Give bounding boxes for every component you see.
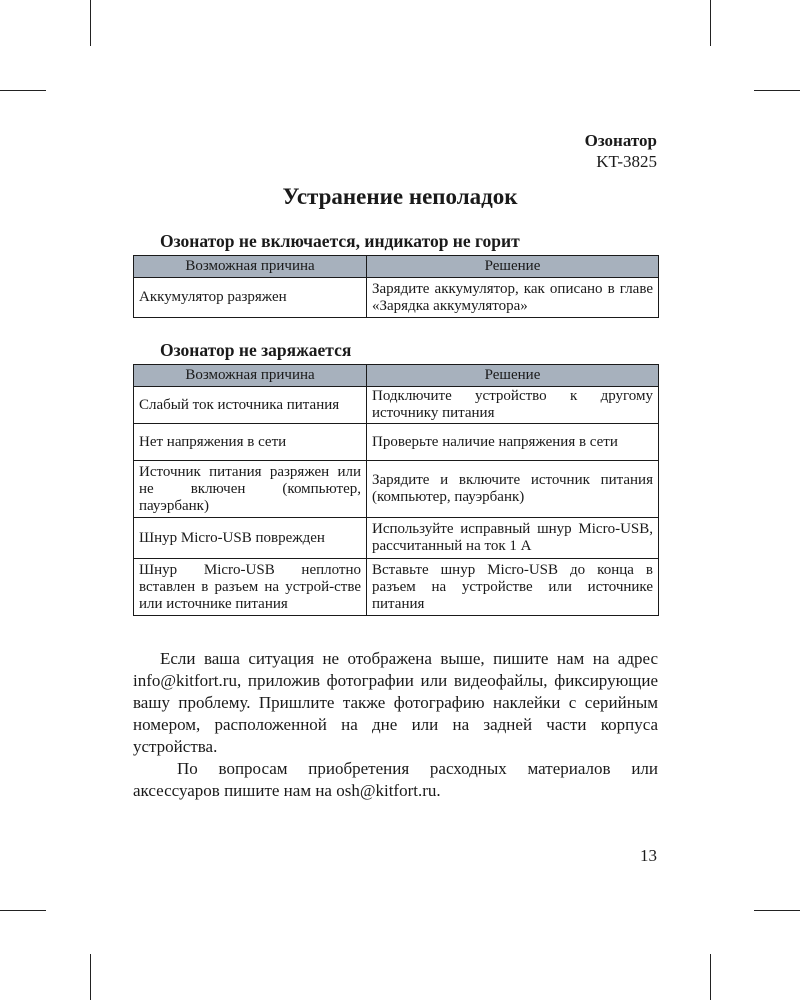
- model-number: KT-3825: [596, 152, 657, 171]
- table-row: [134, 461, 659, 518]
- crop-mark: [754, 910, 800, 911]
- crop-mark: [0, 910, 46, 911]
- solution-cell: Используйте исправный шнур Micro-USB, рассчитанный на ток 1 А: [367, 518, 659, 559]
- cause-cell: Шнур Micro-USB неплотно вставлен в разъем на устрой-стве или источнике питания: [134, 559, 367, 616]
- crop-mark: [710, 0, 711, 46]
- page-title: Устранение неполадок: [282, 184, 518, 209]
- table-header-row: [134, 256, 659, 278]
- cause-cell: Шнур Micro-USB поврежден: [134, 518, 367, 559]
- cause-cell: Нет напряжения в сети: [134, 424, 367, 461]
- product-name: Озонатор: [584, 131, 657, 150]
- crop-mark: [710, 954, 711, 1000]
- table-row: [134, 387, 659, 424]
- column-header-solution: Решение: [367, 256, 659, 278]
- troubleshooting-table-charging: [133, 364, 659, 616]
- table-row: [134, 278, 659, 318]
- solution-cell: Проверьте наличие напряжения в сети: [367, 424, 659, 461]
- crop-mark: [754, 90, 800, 91]
- crop-mark: [90, 954, 91, 1000]
- table-header-row: [134, 365, 659, 387]
- support-contact-paragraph: Если ваша ситуация не отображена выше, пишите нам на адрес info@kitfort.ru, приложив фотографии или видеофайлы, фиксирующие вашу проблему. Пришлите также фотографию наклейки с серийным номером, расположенной на дне или на задней части корпуса устройства.: [133, 649, 658, 756]
- table-row: [134, 424, 659, 461]
- column-header-cause: Возможная причина: [134, 256, 367, 278]
- section-title-not-charging: Озонатор не заряжается: [160, 340, 352, 360]
- solution-cell: Подключите устройство к другому источнику питания: [367, 387, 659, 424]
- column-header-cause: Возможная причина: [134, 365, 367, 387]
- section-title-not-turning-on: Озонатор не включается, индикатор не горит: [160, 231, 520, 251]
- solution-cell: Зарядите аккумулятор, как описано в главе «Зарядка аккумулятора»: [367, 278, 659, 318]
- cause-cell: Аккумулятор разряжен: [134, 278, 367, 318]
- crop-mark: [90, 0, 91, 46]
- troubleshooting-table-power: [133, 255, 659, 318]
- page-number: 13: [640, 846, 657, 865]
- table-row: [134, 559, 659, 616]
- solution-cell: Зарядите и включите источник питания (компьютер, пауэрбанк): [367, 461, 659, 518]
- page-header: [585, 130, 657, 172]
- solution-cell: Вставьте шнур Micro-USB до конца в разъем на устройстве или источнике питания: [367, 559, 659, 616]
- crop-mark: [0, 90, 46, 91]
- cause-cell: Слабый ток источника питания: [134, 387, 367, 424]
- table-row: [134, 518, 659, 559]
- cause-cell: Источник питания разряжен или не включен (компьютер, пауэрбанк): [134, 461, 367, 518]
- column-header-solution: Решение: [367, 365, 659, 387]
- accessories-contact-paragraph: По вопросам приобретения расходных материалов или аксессуаров пишите нам на osh@kitfort.ru.: [133, 759, 658, 800]
